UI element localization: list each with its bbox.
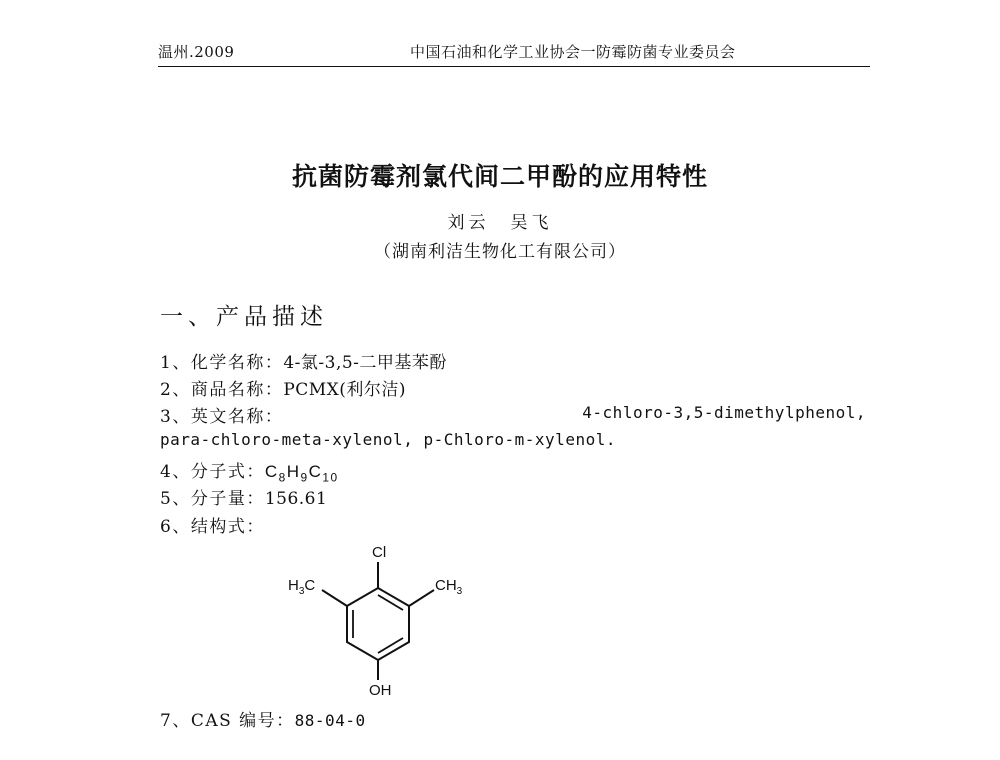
header-rule xyxy=(158,66,870,67)
cas-label: 7、CAS 编号： xyxy=(160,711,295,731)
benzene-ring xyxy=(347,588,409,660)
label-ch3: $CH_3$ xyxy=(435,577,463,597)
item-english-name-label xyxy=(160,402,283,427)
mw-label: 5、分子量： xyxy=(160,489,265,509)
item-trade-name xyxy=(160,375,406,400)
paper-title: 抗菌防霉剂氯代间二甲酚的应用特性 xyxy=(291,162,708,191)
trade-name-value: PCMX(利尔洁) xyxy=(283,380,407,400)
running-header-left: 温州.2009 xyxy=(158,43,235,61)
label-h3c: $H_3C$ xyxy=(288,577,316,597)
item-chem-name xyxy=(160,348,447,373)
english-name-label: 3、英文名称： xyxy=(160,407,284,427)
structural-formula xyxy=(278,540,478,700)
formula-label: 4、分子式： xyxy=(160,462,265,482)
cas-value: 88-04-0 xyxy=(294,711,366,730)
label-cl: Cl xyxy=(372,544,387,561)
chem-name-value: 4-氯-3,5-二甲基苯酚 xyxy=(283,353,447,373)
section-heading: 一、产品描述 xyxy=(160,304,328,330)
paper-authors: 刘云 吴飞 xyxy=(447,213,553,233)
chem-name-label: 1、化学名称： xyxy=(160,353,284,373)
item-formula xyxy=(160,457,339,484)
label-oh: OH xyxy=(369,682,392,699)
paper-affiliation: （湖南利洁生物化工有限公司） xyxy=(374,242,626,262)
item-structure-label xyxy=(160,512,265,537)
item-cas xyxy=(160,706,366,731)
structure-label: 6、结构式： xyxy=(160,517,265,537)
bond-left-methyl xyxy=(322,590,347,606)
bond-right-methyl xyxy=(409,590,434,606)
item-molecular-weight xyxy=(160,484,327,509)
english-name-value-1: 4-chloro-3,5-dimethylphenol, xyxy=(582,403,866,422)
double-bond-1 xyxy=(378,595,403,610)
formula-value: $C_8H_9C_{10}$ xyxy=(264,462,339,485)
mw-value: 156.61 xyxy=(264,489,328,509)
running-header-center: 中国石油和化学工业协会一防霉防菌专业委员会 xyxy=(410,43,736,61)
double-bond-2 xyxy=(378,638,403,653)
trade-name-label: 2、商品名称： xyxy=(160,380,284,400)
english-name-value-2: para-chloro-meta-xylenol, p-Chloro-m-xylenol. xyxy=(160,430,616,449)
